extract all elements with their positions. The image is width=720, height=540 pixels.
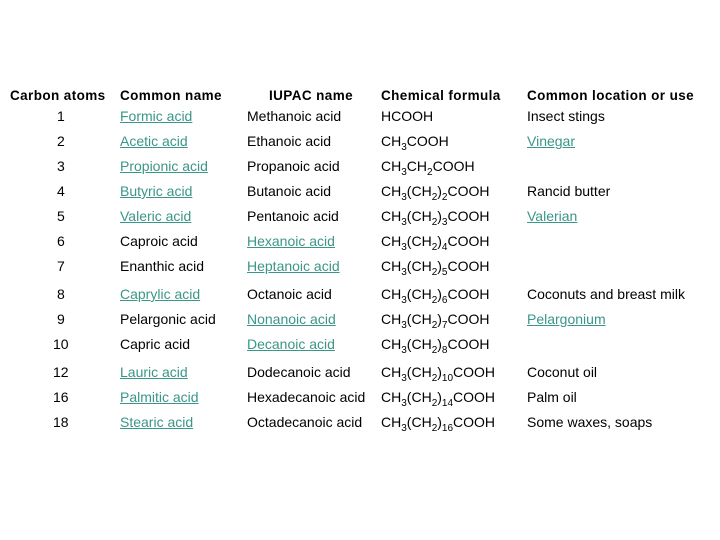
cell-carbon-atoms: 8 (57, 286, 65, 302)
cell-common-name-link[interactable]: Palmitic acid (120, 389, 199, 405)
formula-text: CH (381, 364, 402, 380)
formula-text: COOH (447, 208, 490, 224)
formula-subscript: 3 (401, 423, 407, 434)
formula-subscript: 3 (401, 373, 407, 384)
cell-iupac-name: Octadecanoic acid (247, 414, 363, 430)
formula-text: COOH (432, 158, 475, 174)
cell-common-name: Enanthic acid (120, 258, 205, 274)
formula-subscript: 3 (401, 167, 407, 178)
cell-iupac-name: Butanoic acid (247, 183, 332, 199)
formula-text: ) (437, 233, 442, 249)
cell-iupac-name-link[interactable]: Nonanoic acid (247, 311, 336, 327)
formula-subscript: 2 (431, 295, 438, 306)
cell-common-name (120, 208, 247, 233)
formula-text: ) (437, 414, 442, 430)
formula-text: ) (437, 389, 442, 405)
cell-chemical-formula (381, 133, 527, 158)
formula-subscript: 3 (401, 242, 407, 253)
cell-common-name-link[interactable]: Valeric acid (120, 208, 192, 224)
formula-text: ) (437, 286, 442, 302)
formula-text: ) (437, 183, 442, 199)
cell-common-name-link[interactable]: Formic acid (120, 108, 193, 124)
cell-iupac-name: Ethanoic acid (247, 133, 332, 149)
formula-text: COOH (406, 133, 449, 149)
cell-location-use: Insect stings (527, 108, 605, 124)
formula-subscript: 3 (401, 320, 407, 331)
formula-text: CH (381, 311, 402, 327)
cell-common-name (120, 183, 247, 208)
formula-subscript: 2 (431, 217, 438, 228)
formula-text: CH (381, 258, 402, 274)
formula-subscript: 8 (441, 345, 448, 356)
header-location-use: Common location or use (527, 88, 695, 103)
cell-iupac-name: Dodecanoic acid (247, 364, 351, 380)
cell-chemical-formula (381, 208, 527, 233)
formula-text: (CH (406, 364, 432, 380)
cell-iupac-name-link[interactable]: Heptanoic acid (247, 258, 340, 274)
formula-text: (CH (406, 311, 432, 327)
formula-subscript: 3 (401, 267, 407, 278)
table-row (0, 286, 720, 311)
header-chemical-formula: Chemical formula (381, 88, 501, 103)
cell-common-name-link[interactable]: Lauric acid (120, 364, 188, 380)
cell-chemical-formula (381, 108, 527, 133)
cell-chemical-formula (381, 258, 527, 286)
table-row (0, 336, 720, 364)
cell-carbon-atoms: 4 (57, 183, 65, 199)
cell-carbon-atoms: 6 (57, 233, 65, 249)
cell-carbon-atoms: 9 (57, 311, 65, 327)
cell-iupac-name: Pentanoic acid (247, 208, 339, 224)
formula-subscript: 2 (431, 345, 438, 356)
formula-text: CH (381, 133, 402, 149)
formula-text: ) (437, 258, 442, 274)
formula-subscript: 3 (401, 142, 407, 153)
header-carbon-atoms: Carbon atoms (10, 88, 106, 103)
cell-iupac-name (247, 336, 381, 364)
table-row (0, 258, 720, 286)
cell-common-name (120, 389, 247, 414)
cell-carbon-atoms: 2 (57, 133, 65, 149)
table-row (0, 364, 720, 389)
formula-text: COOH (453, 414, 496, 430)
formula-text: HCOOH (381, 108, 434, 124)
cell-common-name-link[interactable]: Acetic acid (120, 133, 188, 149)
cell-common-name-link[interactable]: Butyric acid (120, 183, 193, 199)
cell-iupac-name (247, 311, 381, 336)
cell-iupac-name-link[interactable]: Decanoic acid (247, 336, 335, 352)
formula-text: (CH (406, 336, 432, 352)
cell-location-use: Some waxes, soaps (527, 414, 653, 430)
formula-text: ) (437, 311, 442, 327)
cell-chemical-formula (381, 311, 527, 336)
formula-subscript: 16 (441, 423, 454, 434)
cell-carbon-atoms: 18 (53, 414, 69, 430)
formula-subscript: 4 (441, 242, 448, 253)
table-row (0, 133, 720, 158)
cell-location-use: Rancid butter (527, 183, 611, 199)
cell-carbon-atoms: 5 (57, 208, 65, 224)
cell-carbon-atoms: 12 (53, 364, 69, 380)
formula-subscript: 3 (401, 192, 407, 203)
cell-carbon-atoms: 16 (53, 389, 69, 405)
cell-location-use (527, 311, 720, 336)
cell-common-name (120, 108, 247, 133)
formula-text: CH (381, 158, 402, 174)
cell-chemical-formula (381, 183, 527, 208)
cell-location-use-link[interactable]: Valerian (527, 208, 578, 224)
formula-subscript: 5 (441, 267, 448, 278)
cell-chemical-formula (381, 233, 527, 258)
formula-subscript: 2 (427, 167, 433, 178)
cell-common-name (120, 158, 247, 183)
formula-subscript: 3 (401, 398, 407, 409)
cell-location-use (527, 233, 720, 258)
formula-text: COOH (447, 258, 490, 274)
cell-chemical-formula (381, 389, 527, 414)
formula-subscript: 2 (431, 373, 438, 384)
cell-common-name-link[interactable]: Propionic acid (120, 158, 208, 174)
header-common-name: Common name (120, 88, 222, 103)
formula-text: CH (381, 233, 402, 249)
cell-location-use: Coconut oil (527, 364, 598, 380)
formula-subscript: 2 (431, 192, 438, 203)
formula-text: CH (381, 336, 402, 352)
cell-iupac-name (247, 258, 381, 286)
cell-common-name-link[interactable]: Stearic acid (120, 414, 194, 430)
cell-common-name-link[interactable]: Caprylic acid (120, 286, 201, 302)
formula-text: COOH (453, 389, 496, 405)
cell-common-name: Capric acid (120, 336, 191, 352)
header-iupac-name: IUPAC name (269, 88, 354, 103)
formula-text: CH (381, 208, 402, 224)
formula-subscript: 2 (431, 267, 438, 278)
formula-text: CH (381, 183, 402, 199)
cell-location-use: Coconuts and breast milk (527, 286, 685, 302)
formula-text: (CH (406, 233, 432, 249)
cell-iupac-name: Methanoic acid (247, 108, 342, 124)
formula-text: CH (406, 158, 428, 174)
table-row (0, 108, 720, 133)
cell-carbon-atoms: 3 (57, 158, 65, 174)
cell-iupac-name (247, 233, 381, 258)
cell-common-name (120, 286, 247, 311)
formula-subscript: 10 (441, 373, 454, 384)
formula-subscript: 6 (441, 295, 448, 306)
cell-location-use (527, 133, 720, 158)
cell-chemical-formula (381, 158, 527, 183)
cell-location-use: Palm oil (527, 389, 577, 405)
formula-subscript: 3 (441, 217, 448, 228)
formula-text: CH (381, 389, 402, 405)
formula-subscript: 2 (441, 192, 448, 203)
cell-location-use (527, 258, 720, 286)
cell-location-use-link[interactable]: Vinegar (527, 133, 576, 149)
cell-chemical-formula (381, 414, 527, 439)
cell-common-name: Pelargonic acid (120, 311, 216, 327)
table-row (0, 208, 720, 233)
formula-text: COOH (447, 233, 490, 249)
table-row (0, 414, 720, 439)
formula-text: ) (437, 336, 442, 352)
table-row (0, 389, 720, 414)
formula-text: COOH (447, 286, 490, 302)
formula-text: (CH (406, 414, 432, 430)
cell-location-use (527, 336, 720, 364)
cell-iupac-name-link[interactable]: Hexanoic acid (247, 233, 335, 249)
formula-text: CH (381, 414, 402, 430)
cell-chemical-formula (381, 336, 527, 364)
formula-text: (CH (406, 389, 432, 405)
cell-chemical-formula (381, 286, 527, 311)
table-body (0, 108, 720, 439)
cell-carbon-atoms: 10 (53, 336, 69, 352)
formula-text: (CH (406, 208, 432, 224)
header-row (0, 83, 720, 108)
cell-iupac-name: Octanoic acid (247, 286, 332, 302)
formula-text: ) (437, 364, 442, 380)
formula-subscript: 3 (401, 217, 407, 228)
cell-carbon-atoms: 7 (57, 258, 65, 274)
carboxylic-acids-table (0, 83, 720, 439)
formula-text: ) (437, 208, 442, 224)
formula-text: COOH (447, 183, 490, 199)
formula-text: COOH (447, 336, 490, 352)
formula-text: COOH (447, 311, 490, 327)
cell-location-use (527, 158, 720, 183)
formula-text: (CH (406, 286, 432, 302)
formula-text: (CH (406, 258, 432, 274)
formula-subscript: 7 (441, 320, 448, 331)
cell-iupac-name: Propanoic acid (247, 158, 340, 174)
formula-subscript: 3 (401, 295, 407, 306)
cell-common-name (120, 364, 247, 389)
cell-location-use (527, 208, 720, 233)
formula-subscript: 2 (431, 320, 438, 331)
cell-location-use-link[interactable]: Pelargonium (527, 311, 606, 327)
formula-text: (CH (406, 183, 432, 199)
formula-subscript: 2 (431, 398, 438, 409)
cell-carbon-atoms: 1 (57, 108, 65, 124)
formula-subscript: 2 (431, 423, 438, 434)
cell-chemical-formula (381, 364, 527, 389)
cell-common-name: Caproic acid (120, 233, 198, 249)
formula-subscript: 14 (441, 398, 454, 409)
cell-common-name (120, 133, 247, 158)
table-row (0, 158, 720, 183)
formula-text: COOH (453, 364, 496, 380)
cell-iupac-name: Hexadecanoic acid (247, 389, 366, 405)
formula-subscript: 3 (401, 345, 407, 356)
cell-common-name (120, 414, 247, 439)
formula-text: CH (381, 286, 402, 302)
table-row (0, 311, 720, 336)
formula-subscript: 2 (431, 242, 438, 253)
table-row (0, 233, 720, 258)
table-row (0, 183, 720, 208)
